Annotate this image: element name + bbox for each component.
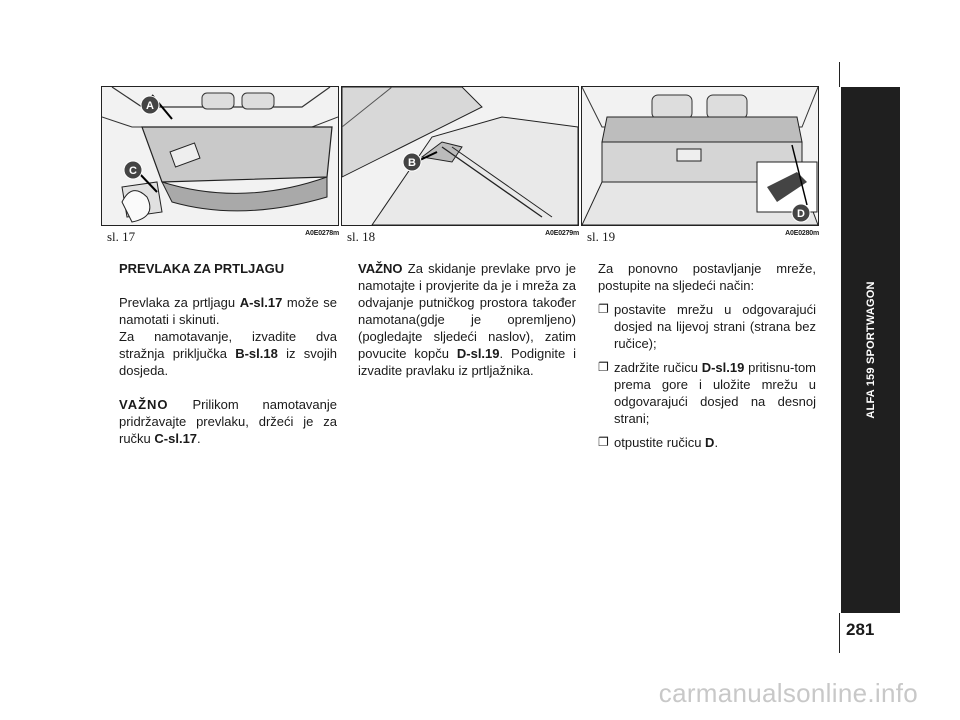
paragraph-3-text: Prilikom namotavanje pridržavajte prevlaku, držeći je za ručku [119,397,337,446]
figure-19-code: A0E0280m [785,230,819,237]
ref-b-sl18: B-sl.18 [235,346,278,361]
list-item-3-text: otpustite ručicu [614,435,706,450]
ref-a-sl17: A-sl.17 [239,295,283,310]
checkbox-bullet-icon: ❐ [598,360,609,374]
list-item-text: postavite mrežu u odgovarajući dosjed na lijevoj strani (strana bez ručice); [614,302,816,351]
paragraph-3 [119,396,337,447]
intro-paragraph: Za ponovno postavljanje mreže, postupite na sljedeći način: [598,261,816,293]
figure-19-caption-row [581,229,819,245]
paragraph-1-text: Prevlaka za prtljagu [119,295,240,310]
text-column-2 [358,260,576,379]
paragraph-2-text: Za namotavanje, izvadite dva stražnja priključka [119,329,337,361]
list-item-2-end: pritisnu-tom prema gore i uložite mrežu u odgovarajući dosjed na desnoj strani; [614,360,816,426]
margin-line-top [839,62,840,87]
list-item-text [614,359,816,427]
paragraph-1 [119,294,337,328]
sidebar-title: ALFA 159 SPORTWAGON [864,281,877,419]
sidebar-tab [841,87,900,613]
important-label-2: VAŽNO [358,261,403,276]
ref-d: D [705,435,715,450]
paragraph-4-end: . Podignite i izvadite pravlaku iz prtljažnika. [358,346,576,378]
text-column-3 [598,260,816,451]
figure-17-label-a: A [146,100,154,112]
figure-17-caption-row [101,229,339,245]
ref-d-sl19-2: D-sl.19 [701,360,745,375]
figure-18-caption: sl. 18 [347,229,376,244]
list-item [598,301,816,352]
checkbox-bullet-icon: ❐ [598,302,609,316]
figure-17-label-c: C [129,165,137,177]
section-heading: PREVLAKA ZA PRTLJAGU [119,261,285,276]
paragraph-1-text-end: može se namotati i skinuti. [119,295,338,327]
list-item-2-text: zadržite ručicu [614,360,702,375]
list-item [598,359,816,427]
figure-19-image [581,86,819,226]
figure-18-caption-row [341,229,579,245]
paragraph-4 [358,260,576,379]
figure-17-caption: sl. 17 [107,229,136,244]
paragraph-3-end: . [197,431,201,446]
ref-d-sl19: D-sl.19 [456,346,500,361]
figure-18-code: A0E0279m [545,230,579,237]
paragraph-4-text: Za skidanje prevlake prvo je namotajte i provjerite da je i mreža za odvajanje putničkog prostora također namotana(gdje je opremljeno) (pogledajte sljedeći naslov), zatim povucite kopču [358,261,576,361]
figure-17-image [101,86,339,226]
figure-18-label-b: B [408,157,416,169]
ref-c-sl17: C-sl.17 [154,431,198,446]
figure-19-caption: sl. 19 [587,229,616,244]
watermark: carmanualsonline.info [658,678,918,708]
important-label: VAŽNO [119,397,169,412]
text-column-1 [119,260,337,447]
figure-17-code: A0E0278m [305,230,339,237]
paragraph-2 [119,328,337,379]
page-number: 281 [846,620,875,639]
list-item-text [614,434,816,451]
checkbox-bullet-icon: ❐ [598,435,609,449]
margin-line-bottom [839,613,840,653]
figure-19-label-d: D [797,208,805,220]
figure-18-image [341,86,579,226]
list-item-3-end: . [714,435,719,450]
list-item [598,434,816,451]
paragraph-2-text-end: iz svojih dosjeda. [119,346,337,378]
